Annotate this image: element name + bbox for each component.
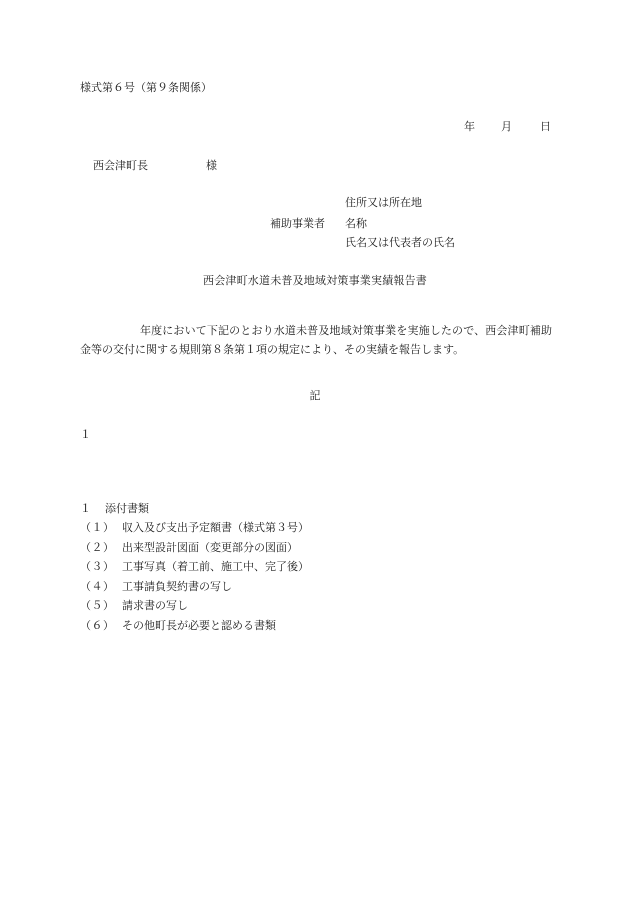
attachment-item — [80, 542, 309, 562]
addressee-honorific: 様 — [206, 159, 217, 172]
item-one-number: １ — [80, 428, 91, 441]
applicant-representative-label: 氏名又は代表者の氏名 — [345, 236, 455, 249]
applicant-role-label: 補助事業者 — [270, 217, 325, 230]
attachment-number: （３） — [80, 560, 115, 573]
form-number: 様式第６号（第９条関係） — [80, 81, 212, 94]
date-year-label: 年 — [464, 120, 475, 133]
attachment-item — [80, 600, 309, 620]
applicant-name-label: 名称 — [345, 217, 367, 230]
body-paragraph: 年度において下記のとおり水道未普及地域対策事業を実施したので、西会津町補助金等の交付に関する規則第８条第１項の規定により、その実績を報告します。 — [80, 324, 552, 356]
addressee-name: 西会津町長 — [93, 159, 148, 172]
attachments-list — [80, 522, 309, 639]
attachment-number: （５） — [80, 599, 115, 612]
document-title: 西会津町水道未普及地域対策事業実績報告書 — [203, 274, 427, 287]
date-day-label: 日 — [540, 120, 551, 133]
attachment-number: （１） — [80, 521, 115, 534]
attachment-text: 工事写真（着工前、施工中、完了後） — [122, 560, 309, 573]
attachment-number: （６） — [80, 618, 115, 632]
attachment-text: 出来型設計図面（変更部分の図面） — [122, 540, 298, 554]
attachment-item — [80, 561, 309, 581]
attachment-number: （４） — [80, 579, 115, 593]
attachment-item — [80, 620, 309, 640]
attachment-text: 請求書の写し — [122, 599, 188, 612]
ki-heading: 記 — [309, 389, 321, 402]
attachment-text: 工事請負契約書の写し — [122, 579, 232, 593]
attachment-text: 収入及び支出予定額書（様式第３号） — [122, 521, 309, 534]
attachment-item — [80, 581, 309, 601]
attachments-heading-number: １ — [80, 502, 91, 515]
attachments-heading-label: 添付書類 — [105, 502, 149, 515]
attachment-number: （２） — [80, 540, 115, 554]
attachment-text: その他町長が必要と認める書類 — [122, 618, 276, 632]
attachment-item — [80, 522, 309, 542]
applicant-address-label: 住所又は所在地 — [345, 196, 422, 209]
date-month-label: 月 — [501, 120, 512, 133]
